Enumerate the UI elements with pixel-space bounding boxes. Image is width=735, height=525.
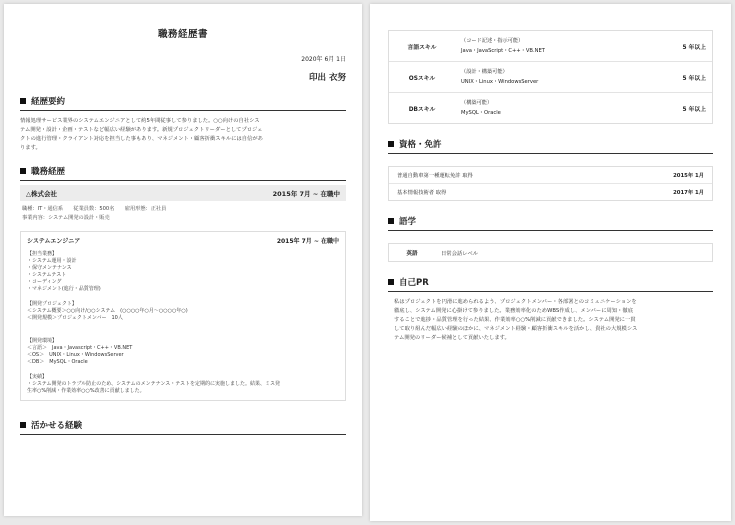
skill-note: （設計・構築可能） bbox=[461, 69, 508, 75]
table-row bbox=[389, 93, 712, 123]
skill-years: 5 年以上 bbox=[682, 106, 706, 113]
env-line: 【開発環境】 bbox=[27, 338, 58, 344]
section-pr-heading bbox=[388, 276, 713, 292]
skills-table bbox=[388, 30, 713, 124]
square-bullet-icon bbox=[20, 98, 26, 104]
skill-years: 5 年以上 bbox=[682, 44, 706, 51]
table-row bbox=[389, 31, 712, 62]
project-line: ＜システム概要＞○○向け/○○システム (○○○○年○月～○○○○年○) bbox=[27, 308, 188, 314]
section-summary-heading bbox=[20, 95, 346, 111]
square-bullet-icon bbox=[388, 141, 394, 147]
job-body bbox=[27, 251, 339, 395]
language-level: 日常会話レベル bbox=[441, 250, 479, 257]
skill-detail bbox=[455, 36, 646, 56]
skill-note: （コード記述・指示可能） bbox=[461, 38, 524, 44]
summary-line: テム開発・設計・企画・テストなど幅広い経験があります。新規プロジェクトリーダーとしてプロジェ bbox=[20, 127, 263, 133]
env-line: ＜DB＞ MySQL・Oracle bbox=[27, 359, 88, 365]
skill-items: Java・JavaScript・C++・VB.NET bbox=[461, 48, 545, 54]
pr-text bbox=[388, 298, 713, 343]
company-header bbox=[20, 185, 346, 201]
duty-line: ・システム運用・設計 bbox=[27, 258, 77, 264]
summary-line: ります。 bbox=[20, 145, 41, 151]
pr-line: することで進捗・品質管理を行った結果、作業効率○○%削減に貢献できました。システム開発に一貫 bbox=[394, 317, 636, 323]
language-name: 英語 bbox=[406, 250, 418, 257]
square-bullet-icon bbox=[388, 279, 394, 285]
applicant-name: 印出 衣努 bbox=[309, 73, 346, 83]
project-line: ＜開発規模＞プロジェクトメンバー 10人 bbox=[27, 315, 123, 321]
results-block bbox=[27, 374, 339, 395]
job-detail-box bbox=[20, 231, 346, 401]
company-name: △株式会社 bbox=[26, 189, 57, 198]
skill-category: OSスキル bbox=[408, 75, 436, 82]
env-line: ＜言語＞ Java・Javascript・C++・VB.NET bbox=[27, 345, 133, 351]
resume-page-2 bbox=[370, 4, 731, 521]
square-bullet-icon bbox=[20, 168, 26, 174]
skill-note: （構築可能） bbox=[461, 100, 493, 106]
qualification-name: 基本情報技術者 取得 bbox=[397, 190, 447, 196]
skill-years: 5 年以上 bbox=[682, 75, 706, 82]
section-title: 活かせる経験 bbox=[31, 421, 83, 431]
pr-line: して取り組んだ幅広い経験のほかに、マネジメント経験・顧客折衝スキルを活かし、貴社の大規模シス bbox=[394, 326, 638, 332]
square-bullet-icon bbox=[388, 218, 394, 224]
document-date: 2020年 6月 1日 bbox=[301, 56, 346, 63]
duty-line: 【担当業務】 bbox=[27, 251, 58, 257]
skill-category: DBスキル bbox=[408, 106, 436, 113]
table-row bbox=[389, 184, 712, 200]
pr-line: テム開発のリーダー候補として貢献いたします。 bbox=[394, 335, 510, 341]
qualifications-table bbox=[388, 166, 713, 201]
qualification-name: 普通自動車第一種運転免許 取得 bbox=[397, 173, 473, 179]
document-title: 職務経歴書 bbox=[157, 29, 208, 40]
duty-line: ・コーディング bbox=[27, 279, 62, 285]
results-line: 生率○%削減・作業効率○○%改善に貢献しました。 bbox=[27, 388, 145, 394]
pr-line: 私はプロジェクトを円滑に進められるよう、プロジェクトメンバー・各部署とのコミュニケーションを bbox=[394, 299, 637, 305]
qualification-date: 2015年 1月 bbox=[673, 173, 704, 179]
square-bullet-icon bbox=[20, 422, 26, 428]
env-block bbox=[27, 338, 339, 366]
project-line: 【開発プロジェクト】 bbox=[27, 301, 77, 307]
qualification-date: 2017年 1月 bbox=[673, 190, 704, 196]
results-line: 【実績】 bbox=[27, 374, 48, 380]
skill-detail bbox=[455, 98, 646, 118]
section-language-heading bbox=[388, 215, 713, 231]
duty-line: ・システムテスト bbox=[27, 272, 67, 278]
env-line: ＜OS＞ UNIX・Linux・WindowsServer bbox=[27, 352, 124, 358]
section-qualifications-heading bbox=[388, 138, 713, 154]
skill-items: MySQL・Oracle bbox=[461, 110, 501, 116]
job-period: 2015年 7月 ~ 在職中 bbox=[276, 238, 339, 245]
company-info-line: 事業内容：システム開発の設計・販売 bbox=[22, 215, 110, 221]
section-career-heading bbox=[20, 165, 346, 181]
section-title: 資格・免許 bbox=[399, 140, 442, 150]
section-experience-heading bbox=[20, 419, 346, 435]
duties-block bbox=[27, 251, 339, 293]
duty-line: ・マネジメント(進行・品質管理) bbox=[27, 286, 101, 292]
job-header bbox=[27, 236, 339, 245]
results-line: ・システム開発のトラブル防止のため、システムのメンテナンス・テストを定期的に実施しました。結果、ミス発 bbox=[27, 381, 281, 387]
language-table bbox=[388, 243, 713, 262]
job-title: システムエンジニア bbox=[27, 238, 81, 245]
table-row bbox=[389, 167, 712, 184]
table-row bbox=[389, 62, 712, 93]
project-block bbox=[27, 301, 339, 322]
section-title: 自己PR bbox=[399, 278, 429, 288]
company-period: 2015年 7月 ~ 在職中 bbox=[272, 189, 340, 198]
summary-line: 情報処理サービス業界のシステムエンジニアとして約5年間従事して参りました。○○向けの自社シス bbox=[20, 118, 260, 124]
pr-line: 徹底し、システム開発に心掛けて参りました。業務効率化のためWBS作成し、メンバーに周知・徹底 bbox=[394, 308, 634, 314]
skill-items: UNIX・Linux・WindowsServer bbox=[461, 79, 539, 85]
summary-line: クトの進行管理・クライアント対応を担当した事もあり、マネジメント・顧客折衝スキルには自信があ bbox=[20, 136, 263, 142]
company-info-line: 職種：IT・通信系 従業員数：500名 雇用形態：正社員 bbox=[22, 206, 167, 212]
section-title: 経歴要約 bbox=[31, 97, 66, 107]
section-title: 語学 bbox=[399, 217, 417, 227]
company-info bbox=[20, 201, 346, 223]
skill-detail bbox=[455, 67, 646, 87]
resume-page-1 bbox=[4, 4, 362, 516]
skill-category: 言語スキル bbox=[407, 44, 437, 51]
section-title: 職務経歴 bbox=[31, 167, 66, 177]
duty-line: ・保守メンテナンス bbox=[27, 265, 72, 271]
summary-text bbox=[20, 117, 346, 153]
